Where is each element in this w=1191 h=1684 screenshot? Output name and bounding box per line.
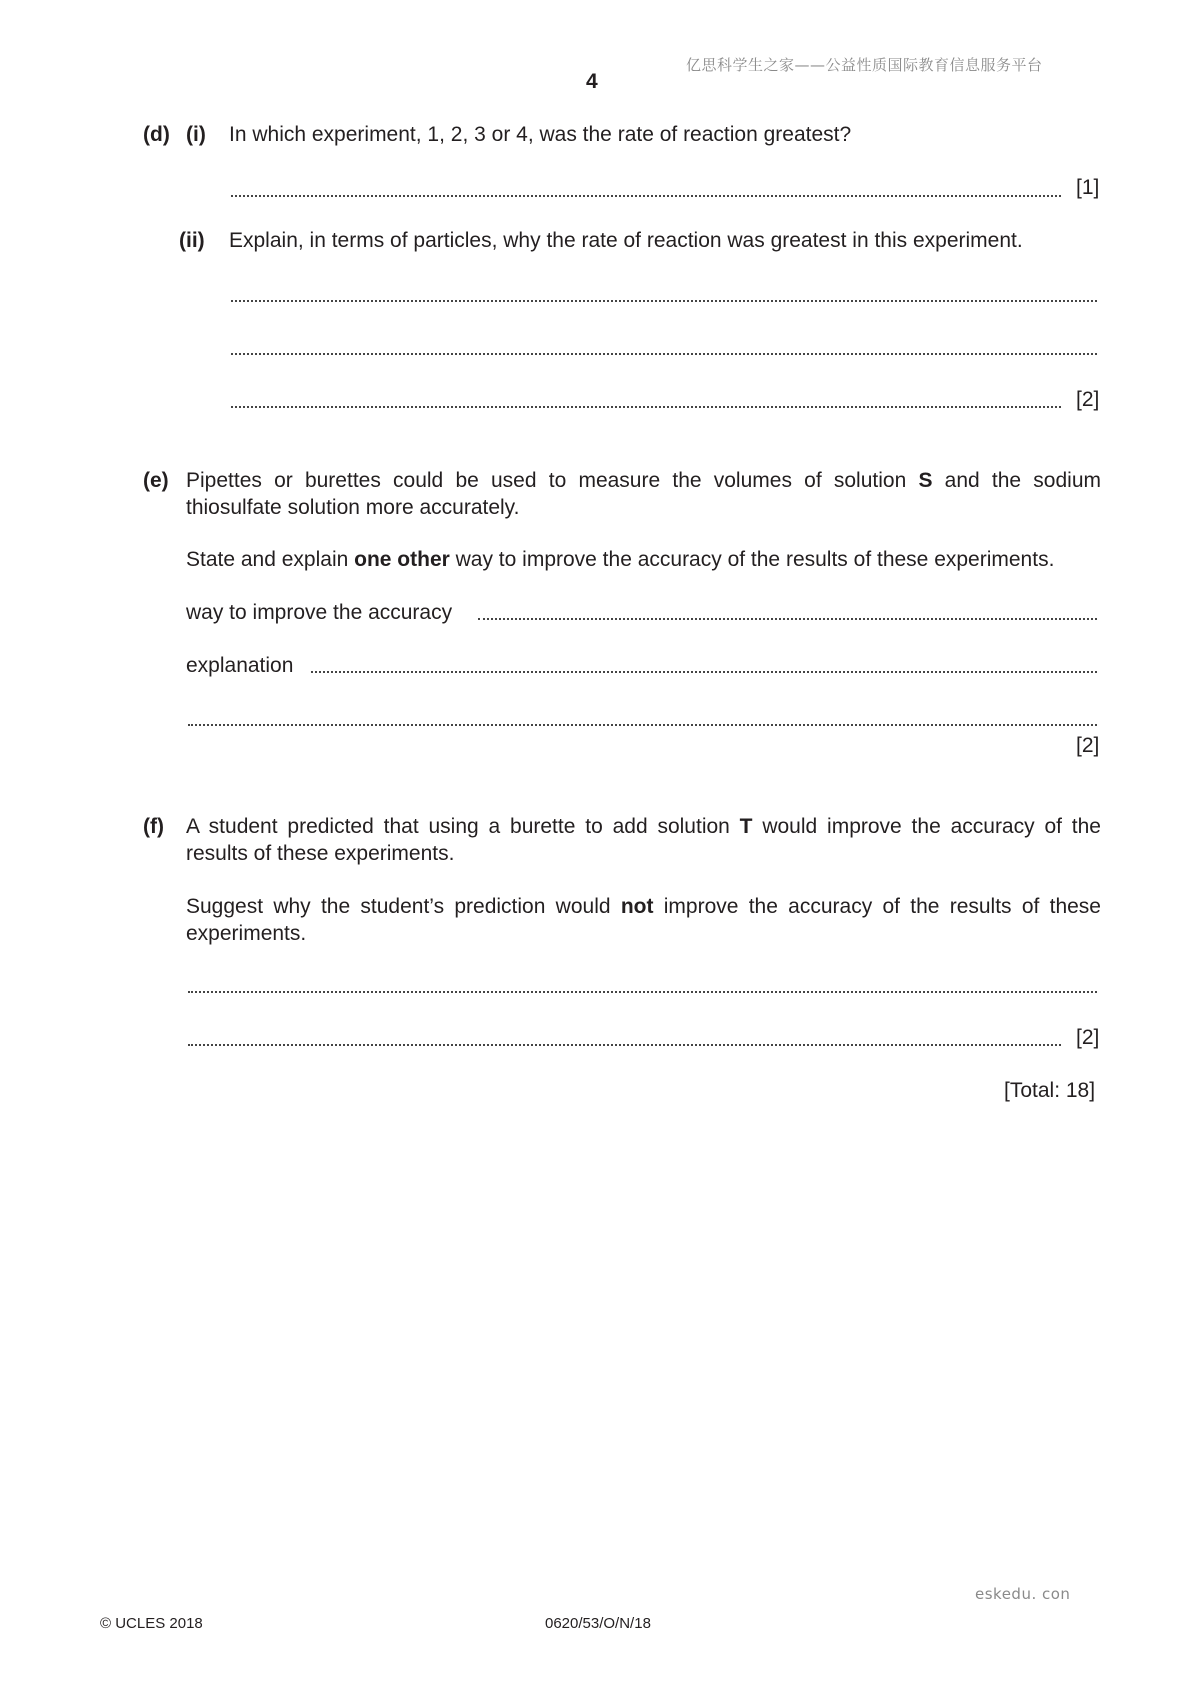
answer-line-f-2[interactable] [188,1038,1061,1046]
question-e-text-before: Pipettes or burettes could be used to measure the volumes of solution [186,469,919,492]
question-f-text-after: would improve the accuracy of the results of these experiments. [186,815,1101,865]
answer-line-d-ii-3[interactable] [231,400,1061,408]
question-f-suggest-after: improve the accuracy of the results of these experiments. [186,895,1101,945]
question-d-ii-label: (ii) [179,229,205,252]
question-f-text-before: A student predicted that using a burette to add solution [186,815,740,838]
answer-line-e-explanation-1[interactable] [311,665,1097,673]
question-e-instruction-bold: one other [354,548,450,571]
answer-line-e-explanation-2[interactable] [188,718,1097,726]
footer-copyright: © UCLES 2018 [100,1615,203,1632]
question-d-label: (d) [143,123,170,146]
question-e-instruction-before: State and explain [186,548,355,571]
answer-line-d-ii-2[interactable] [231,347,1097,355]
question-f-suggest [186,893,1101,947]
mark-e: [2] [1076,734,1100,757]
question-f-label: (f) [143,815,164,838]
question-d-ii-text: Explain, in terms of particles, why the rate of reaction was greatest in this experiment. [229,229,1023,252]
page-number: 4 [586,70,598,93]
question-f-text [186,813,1101,867]
question-e-text-after: and the sodium thiosulfate solution more accurately. [186,469,1101,519]
mark-f: [2] [1076,1026,1100,1049]
answer-line-d-ii-1[interactable] [231,294,1097,302]
question-d-i-label: (i) [186,123,206,146]
question-e-label: (e) [143,469,169,492]
mark-d-i: [1] [1076,176,1100,199]
question-e-text [186,467,1101,521]
footer-paper-code: 0620/53/O/N/18 [545,1615,651,1632]
header-watermark: 亿思科学生之家——公益性质国际教育信息服务平台 [686,56,1043,74]
footer-site: eskedu. con [975,1585,1071,1603]
solution-t: T [739,815,753,838]
explanation-label: explanation [186,654,294,677]
mark-d-ii: [2] [1076,388,1100,411]
question-e-instruction [186,546,1106,573]
solution-s: S [918,469,933,492]
way-label: way to improve the accuracy [186,601,453,624]
question-f-suggest-before: Suggest why the student’s prediction would [186,895,621,918]
answer-line-f-1[interactable] [188,985,1097,993]
question-f-suggest-bold: not [620,895,654,918]
answer-line-e-way[interactable] [478,612,1097,620]
total-marks: [Total: 18] [1004,1079,1096,1102]
question-e-instruction-after: way to improve the accuracy of the results of these experiments. [449,548,1055,571]
answer-line-d-i[interactable] [231,189,1061,197]
question-d-i-text: In which experiment, 1, 2, 3 or 4, was the rate of reaction greatest? [229,123,852,146]
